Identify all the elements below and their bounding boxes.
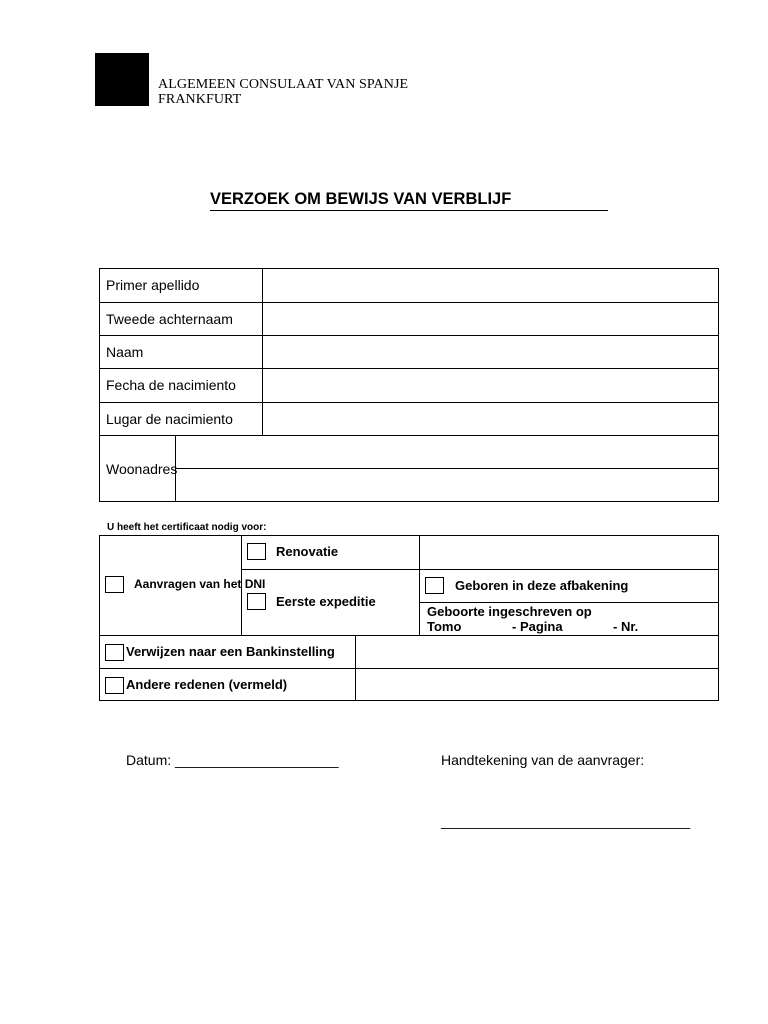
consulate-city: FRANKFURT (158, 92, 242, 107)
label-lugar-nacimiento: Lugar de nacimiento (106, 411, 233, 427)
label-woonadres: Woonadres (106, 461, 178, 477)
checkbox-geboren[interactable] (425, 577, 444, 594)
label-andere-redenen: Andere redenen (vermeld) (126, 677, 288, 692)
checkbox-dni[interactable] (105, 576, 124, 593)
checkbox-bankinstelling[interactable] (105, 644, 124, 661)
label-geboorte-ingeschreven: Geboorte ingeschreven op (427, 604, 592, 619)
consulate-name: ALGEMEEN CONSULAAT VAN SPANJE (158, 77, 409, 92)
checkbox-andere-redenen[interactable] (105, 677, 124, 694)
label-geboren: Geboren in deze afbakening (455, 578, 629, 593)
form-title: VERZOEK OM BEWIJS VAN VERBLIJF (210, 190, 608, 211)
label-primer-apellido: Primer apellido (106, 277, 200, 293)
label-fecha-nacimiento: Fecha de nacimiento (106, 377, 236, 393)
label-bankinstelling: Verwijzen naar een Bankinstelling (126, 644, 335, 659)
checkbox-renovatie[interactable] (247, 543, 266, 560)
label-tomo: Tomo (427, 619, 462, 634)
checkbox-eerste-expeditie[interactable] (247, 593, 266, 610)
label-renovatie: Renovatie (276, 544, 339, 559)
purpose-intro: U heeft het certificaat nodig voor: (107, 522, 267, 533)
label-eerste-expeditie: Eerste expeditie (276, 594, 376, 609)
label-naam: Naam (106, 344, 144, 360)
consulate-header (158, 77, 408, 107)
datum-field[interactable]: Datum: _____________________ (126, 752, 339, 768)
signature-line[interactable]: ________________________________ (441, 813, 691, 829)
consulate-logo (95, 53, 149, 106)
signature-label: Handtekening van de aanvrager: (441, 752, 645, 768)
label-tweede-achternaam: Tweede achternaam (106, 311, 233, 327)
label-dni: Aanvragen van het DNI (134, 577, 266, 591)
label-nr: - Nr. (613, 619, 639, 634)
label-pagina: - Pagina (512, 619, 563, 634)
